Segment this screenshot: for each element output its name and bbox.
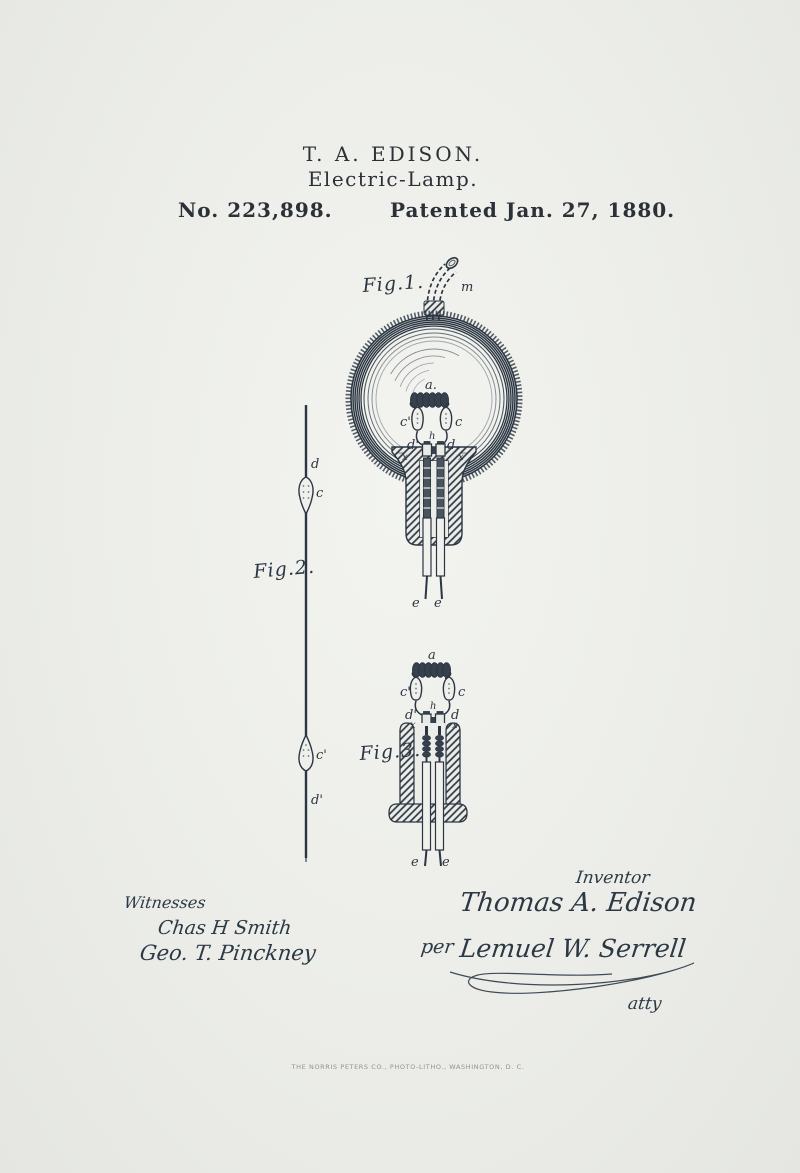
fig2-drawing: [252, 405, 327, 862]
attorney-signature: Lemuel W. Serrell: [458, 934, 688, 963]
fig1-annotation-e-right: e: [434, 596, 442, 611]
fig3-coil: [413, 663, 451, 677]
witness-signature-1: Chas H Smith: [156, 917, 293, 939]
fig1-annotation-c-left: c': [400, 415, 411, 430]
tube-tip: [444, 256, 459, 271]
fig1-annotation-a: a.: [425, 378, 437, 393]
fig3-drawing: [358, 648, 467, 870]
per-label: per: [419, 936, 455, 958]
inventor-label: Inventor: [574, 868, 651, 888]
fig1-annotation-d-right: d.: [447, 438, 460, 453]
fig1-annotation-c-right: c: [455, 415, 463, 430]
signature-flourish: [450, 963, 694, 993]
fig3-annotation-e-right: e: [442, 855, 450, 870]
binding-block-left: [423, 444, 432, 456]
page-title-inventor: T. A. EDISON.: [302, 142, 484, 166]
fig3-annotation-c-left: c': [400, 685, 411, 700]
fig3-stem-right-wall: [446, 723, 460, 810]
fig1-drawing: [348, 256, 520, 611]
patent-date: Patented Jan. 27, 1880.: [390, 198, 676, 222]
witnesses-label: Witnesses: [122, 893, 207, 912]
fig3-annotation-c-right: c: [458, 685, 466, 700]
fig2-clamp-bottom: [299, 735, 313, 771]
fig2-clamp-top: [299, 477, 313, 514]
fig3-annotation-a: a: [428, 648, 436, 663]
fig2-annotation-d-bottom: d': [311, 793, 323, 808]
printer-credit: THE NORRIS PETERS CO., PHOTO-LITHO., WASHINGTON, D. C.: [291, 1063, 525, 1071]
fig3-stem-left-wall: [400, 723, 414, 810]
page-title-invention: Electric-Lamp.: [307, 167, 479, 191]
fig3-annotation-x-left: x: [410, 720, 416, 731]
fig1-annotation-x-right: x: [458, 452, 464, 463]
fig1-annotation-h: h: [429, 431, 436, 442]
witness-signature-2: Geo. T. Pinckney: [138, 941, 318, 965]
fig1-label: Fig.1.: [361, 270, 425, 297]
fig3-annotation-x-right: x: [452, 720, 458, 731]
fig1-annotation-m: m: [461, 280, 474, 295]
fig3-annotation-e-left: e: [411, 855, 419, 870]
fig1-annotation-x-left: x: [402, 452, 408, 463]
inventor-signature: Thomas A. Edison: [458, 888, 699, 918]
fig1-annotation-e-left: e: [412, 596, 420, 611]
fig3-annotation-d-right: d: [451, 708, 460, 723]
fig2-label: Fig.2.: [252, 555, 316, 583]
fig3-annotation-d-left: d': [405, 708, 417, 723]
fig3-annotation-h: h: [430, 701, 437, 712]
filament-coil: [411, 393, 449, 407]
fig2-annotation-c-bottom: c': [316, 748, 327, 763]
attorney-title: atty: [626, 994, 663, 1014]
patent-number: No. 223,898.: [178, 198, 333, 222]
fig3-label: Fig.3.: [358, 738, 422, 765]
fig2-annotation-d-top: d: [311, 457, 320, 472]
fig1-annotation-d-left: d': [407, 438, 419, 453]
fig2-annotation-c-top: c: [316, 486, 324, 501]
binding-block-right: [436, 444, 445, 456]
